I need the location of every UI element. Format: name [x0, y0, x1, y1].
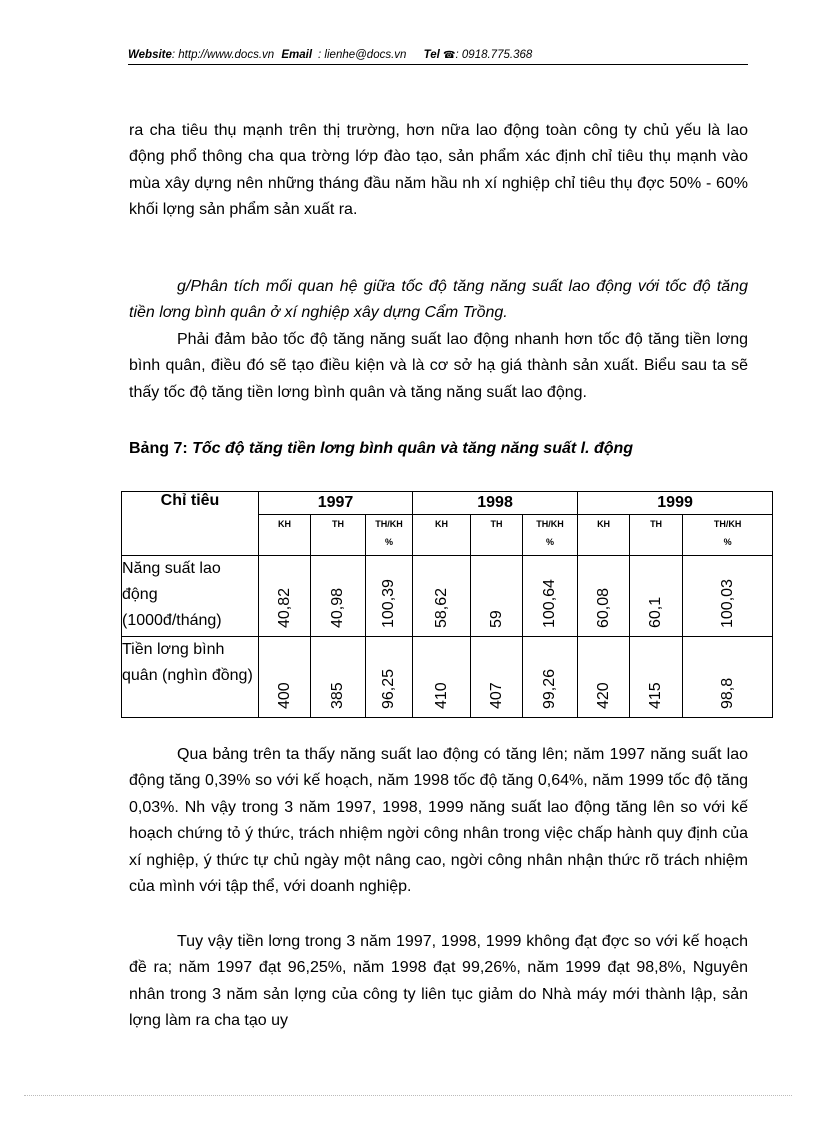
table-cell: 100,64: [541, 579, 559, 628]
subheader-kh: KH: [259, 515, 311, 556]
subheader-th: TH: [630, 515, 683, 556]
table-cell: 98,8: [718, 677, 736, 709]
table-cell: 400: [275, 682, 293, 709]
page-header: [128, 48, 748, 65]
table-cell: 415: [647, 682, 665, 709]
row-label: Tiền lơng bình quân (nghìn đồng): [122, 637, 259, 718]
data-table: [121, 491, 773, 718]
table-cell: 60,08: [594, 587, 612, 628]
subheader-th-kh: TH/KH %: [683, 515, 773, 556]
table-cell: 100,03: [718, 579, 736, 628]
table-cell: 420: [594, 682, 612, 709]
tel-value: : 0918.775.368: [455, 49, 533, 61]
table-cell: 60,1: [647, 596, 665, 628]
paragraph-4: Tuy vậy tiền lơng trong 3 năm 1997, 1998, 1999 không đạt đợc so với kế hoạch đề ra; năm 1997 đạt 96,25%, năm 1998 đạt 99,26%, năm 1999 đạt 98,8%, Nguyên nhân trong 3 năm sản lợng của công ty liên tục giảm do Nhà máy mới thành lập, sản lợng làm ra cha tạo uy: [129, 933, 748, 1030]
caption-prefix: Bảng 7:: [129, 440, 193, 457]
year-header-1997: 1997: [259, 492, 413, 515]
paragraph-2: Phải đảm bảo tốc độ tăng năng suất lao động nhanh hơn tốc độ tăng tiền lơng bình quân, điều đó sẽ tạo điều kiện và là cơ sở hạ giá thành sản xuất. Biểu sau ta sẽ thấy tốc độ tăng tiền lơng bình quân và tăng năng suất lao động.: [129, 331, 748, 401]
website-value[interactable]: : http://www.docs.vn: [171, 49, 275, 61]
table-cell: 96,25: [380, 668, 398, 709]
subheader-th: TH: [471, 515, 523, 556]
year-header-1998: 1998: [413, 492, 578, 515]
subheader-kh: KH: [413, 515, 471, 556]
table-cell: 59: [487, 610, 505, 628]
footer-divider: [24, 1095, 792, 1096]
tel-label: Tel: [423, 49, 440, 61]
table-cell: 385: [329, 682, 346, 709]
paragraph-1: ra cha tiêu thụ mạnh trên thị trường, hơn nữa lao động toàn công ty chủ yếu là lao động phổ thông cha qua trờng lớp đào tạo, sản phẩm xác định chỉ tiêu thụ mạnh vào mùa xây dựng nên những tháng đầu năm hầu nh xí nghiệp chỉ tiêu thụ đợc 50% - 60% khối lợng sản phẩm sản xuất ra.: [129, 122, 748, 219]
subheader-th-kh: TH/KH %: [523, 515, 578, 556]
row-label: Năng suất lao động (1000đ/tháng): [122, 556, 259, 637]
paragraph-3: Qua bảng trên ta thấy năng suất lao động có tăng lên; năm 1997 năng suất lao động tăng 0,39% so với kế hoạch, năm 1998 tốc độ tăng 0,64%, năm 1999 tốc độ tăng 0,03%. Nh vậy trong 3 năm 1997, 1998, 1999 năng suất lao động tăng lên so với kế hoạch chứng tỏ ý thức, trách nhiệm ngời công nhân trong việc chấp hành quy định của xí nghiệp, ý thức tự chủ ngày một nâng cao, ngời công nhân nhận thức rõ trách nhiệm của mình với tập thể, với doanh nghiệp.: [129, 746, 748, 896]
corner-header: Chỉ tiêu: [122, 492, 259, 556]
section-heading: g/Phân tích mối quan hệ giữa tốc độ tăng năng suất lao động với tốc độ tăng tiền lơng bình quân ở xí nghiệp xây dựng Cẩm Trồng.: [129, 278, 748, 322]
table-cell: 99,26: [541, 668, 559, 709]
phone-icon: ☎: [443, 50, 456, 61]
website-label: Website: [128, 49, 172, 61]
table-cell: 40,82: [275, 587, 293, 628]
email-label: Email: [281, 49, 313, 61]
table-cell: 40,98: [329, 587, 346, 628]
table-cell: 58,62: [432, 587, 450, 628]
email-value[interactable]: : lienhe@docs.vn: [318, 49, 407, 61]
table-caption: [129, 436, 769, 462]
subheader-kh: KH: [578, 515, 630, 556]
table-cell: 407: [487, 682, 505, 709]
table-row: [122, 637, 773, 718]
table-cell: 410: [432, 682, 450, 709]
subheader-th: TH: [311, 515, 366, 556]
caption-title: Tốc độ tăng tiền lơng bình quân và tăng năng suất l. động: [192, 440, 634, 457]
table-row: [122, 556, 773, 637]
subheader-th-kh: TH/KH %: [366, 515, 413, 556]
table-cell: 100,39: [380, 579, 398, 628]
year-header-1999: 1999: [578, 492, 773, 515]
